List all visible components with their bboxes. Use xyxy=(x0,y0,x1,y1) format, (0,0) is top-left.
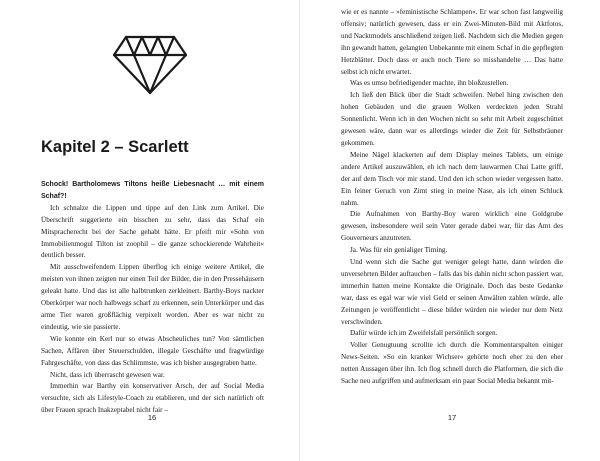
body-paragraph: Voller Genugtuung scrollte ich durch die Kommentarspalten einiger News-Seiten. »So ein kranker Wichser« gehörte noch eher zu den eher netten Aussagen über ihn. Ich flog schnell durch die Platformen, die sich die Sache neu aufgriffen und aufmerksam ein paar Social Media bekannt mit- xyxy=(341,341,563,386)
body-paragraph: Ich schnalze die Lippen und tippe auf den Link zum Artikel. Die Überschrift suggerierte ein bisschen zu sehr, dass das Schaf ein Mitspracherecht bei der Sache gehabt hätte. Er pfeift mir »Sohn von Immobilienmogul Tilton ist zoophil – die ganze schockierende Wahrheit« deutlich besser. xyxy=(41,203,264,260)
body-paragraph: Meine Nägel klackerten auf dem Display meines Tablets, um einige andere Artikel auszuwählen, eh ich nach dem lauwarmen Chai Latte griff, der auf dem Tisch vor mir stand. Und den ich schon wieder vergessen hatte. Ein feiner Geruch von Zimt stieg in meine Nase, als ich einen Schluck nahm. xyxy=(341,150,563,207)
right-page-text xyxy=(341,7,563,388)
lead-paragraph: Schock! Bartholomews Tiltons heiße Liebesnacht … mit einem Schaf?! xyxy=(41,181,264,200)
body-paragraph: Die Aufnahmen von Barthy-Boy waren wirklich eine Goldgrube gewesen, insbesondere weil sein Vater gerade dabei war, für das Amt des Gouverneurs anzutreten. xyxy=(341,210,563,243)
body-paragraph: Ich ließ den Blick über die Stadt schweifen. Nebel hing zwischen den hohen Gebäuden und die grauen Wolken verdeckten jeden Strahl Sonnenlicht. Wenn ich in den Wochen nicht so sehr mit Arbeit zugeschüttet gewesen wäre, dann war es allerdings wieder die Zeit für Selbstbräuner gekommen. xyxy=(341,91,563,147)
body-paragraph: Immerhin war Barthy ein konservativer Arsch, der auf Social Media versuchte, sich als Lifestyle-Coach zu etablieren, und der sich natürlich oft über Frauen sprach Inakzeptabel nicht fair – xyxy=(41,382,264,415)
left-page-text xyxy=(41,179,264,417)
body-paragraph: wie er es nannte – »feministische Schlampen«. Er war schon fast langweilig offensiv; natürlich gewesen, dass er ein Zwei-Minuten-Bild mit Aktfotos, und Nacktmodels anschließend zeigen ließ. Nachdem sich die Medien gegen ihn gewandt hatten, gelangten Unbekannte mit einem Schaf in die gepflegten Hetzblätter. Doch dass er auch noch Tiere so misshandelte … Das hatte selbst ich nicht erwartet. xyxy=(341,8,563,76)
body-paragraph: Dafür würde ich im Zweifelsfall persönlich sorgen. xyxy=(350,329,498,338)
body-paragraph: Mit ausschweifendem Lippen überflog ich einige weitere Artikel, die meisten von ihnen zeigten nur einen Teil der Bilder, die in den Pressehäusern geleakt hatte. Und das ist alle halbtrunken zerkleinert. Barthy-Boys nackter Oberkörper war noch halbwegs scharf zu erkennen, sein Unterkörper und das arme Tier waren großflächig verpixelt worden. Aber es war nicht zu eindeutig, wie sie passierte. xyxy=(41,263,264,331)
diamond-icon xyxy=(112,34,188,96)
body-paragraph: Ja. Was für ein genialiger Timing. xyxy=(350,246,448,255)
body-paragraph: Nicht, dass ich überrascht gewesen war. xyxy=(50,370,165,379)
body-paragraph: Wie konnte ein Kerl nur so etwas Abscheuliches tun? Von sämtlichen Sachen, Affären über Steuerschulden, illegale Geschäfte und fragwürdige Fahrgeschäfte, von dass das Schlimmste, was ich bisher ausgegraben hatte. xyxy=(41,334,264,367)
body-paragraph: Und wenn sich die Sache gut weniger gelegt hatte, dann würden die unversehrten Bilder auftauchen – falls das bis dahin nicht schon passiert war, immerhin hatten meine Kontakte die Originale. Doch das beste Gedanke war, dass es egal war wie viel Geld er seinen Anwälten zahlen würde, alle Zeitungen je veröffentlicht – diese bilder würden nie wieder nur dem Netz verschwinden. xyxy=(341,258,563,326)
page-number-left: 16 xyxy=(147,413,157,422)
page-number-right: 17 xyxy=(447,413,457,422)
chapter-title: Kapitel 2 – Scarlett xyxy=(41,138,189,156)
body-paragraph: Was es umso befriedigender machte, ihn bloßzustellen. xyxy=(350,79,509,88)
right-page xyxy=(300,0,600,461)
